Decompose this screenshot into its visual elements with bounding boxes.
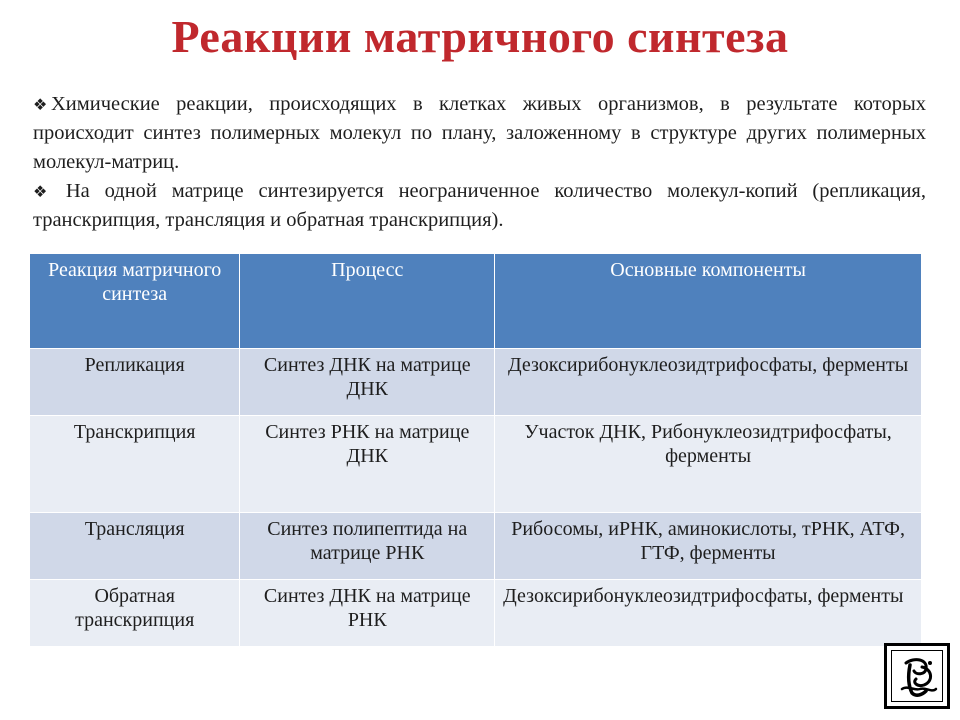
bullet-item bbox=[33, 90, 926, 177]
diamond-bullet-icon: ❖ bbox=[33, 182, 48, 201]
cell-reaction: Репликация bbox=[30, 349, 240, 416]
header-process: Процесс bbox=[240, 254, 495, 349]
cell-components: Рибосомы, иРНК, аминокислоты, тРНК, АТФ, ГТФ, ферменты bbox=[495, 513, 922, 580]
monogram-logo-icon bbox=[884, 643, 950, 709]
cell-reaction: Обратная транскрипция bbox=[30, 580, 240, 647]
table-row bbox=[30, 513, 922, 580]
slide-title: Реакции матричного синтеза bbox=[171, 11, 789, 62]
cell-process: Синтез РНК на матрице ДНК bbox=[240, 416, 495, 513]
table-row bbox=[30, 580, 922, 647]
logo-frame bbox=[891, 650, 943, 702]
bullet-item bbox=[33, 177, 926, 235]
bullet-text: На одной матрице синтезируется неограниченное количество молекул-копий (репликация, транскрипция, трансляция и обратная транскрипция). bbox=[33, 180, 926, 231]
cell-components: Участок ДНК, Рибонуклеозидтрифосфаты, ферменты bbox=[495, 416, 922, 513]
header-reaction: Реакция матричного синтеза bbox=[30, 254, 240, 349]
cell-reaction: Транскрипция bbox=[30, 416, 240, 513]
cell-process: Синтез ДНК на матрице РНК bbox=[240, 580, 495, 647]
table-row bbox=[30, 416, 922, 513]
cell-process: Синтез полипептида на матрице РНК bbox=[240, 513, 495, 580]
cell-reaction: Трансляция bbox=[30, 513, 240, 580]
table-row bbox=[30, 349, 922, 416]
cell-components: Дезоксирибонуклеозидтрифосфаты, ферменты bbox=[495, 580, 922, 647]
header-components: Основные компоненты bbox=[495, 254, 922, 349]
cell-components: Дезоксирибонуклеозидтрифосфаты, ферменты bbox=[495, 349, 922, 416]
logo-glyph-icon bbox=[892, 651, 944, 703]
bullet-list bbox=[33, 90, 926, 235]
bullet-text: Химические реакции, происходящих в клетках живых организмов, в результате которых происходит синтез полимерных молекул по плану, заложенному в структуре других полимерных молекул-матриц. bbox=[33, 93, 926, 173]
cell-process: Синтез ДНК на матрице ДНК bbox=[240, 349, 495, 416]
diamond-bullet-icon: ❖ bbox=[33, 95, 48, 114]
matrix-synthesis-table bbox=[30, 254, 922, 646]
table-header-row bbox=[30, 254, 922, 349]
